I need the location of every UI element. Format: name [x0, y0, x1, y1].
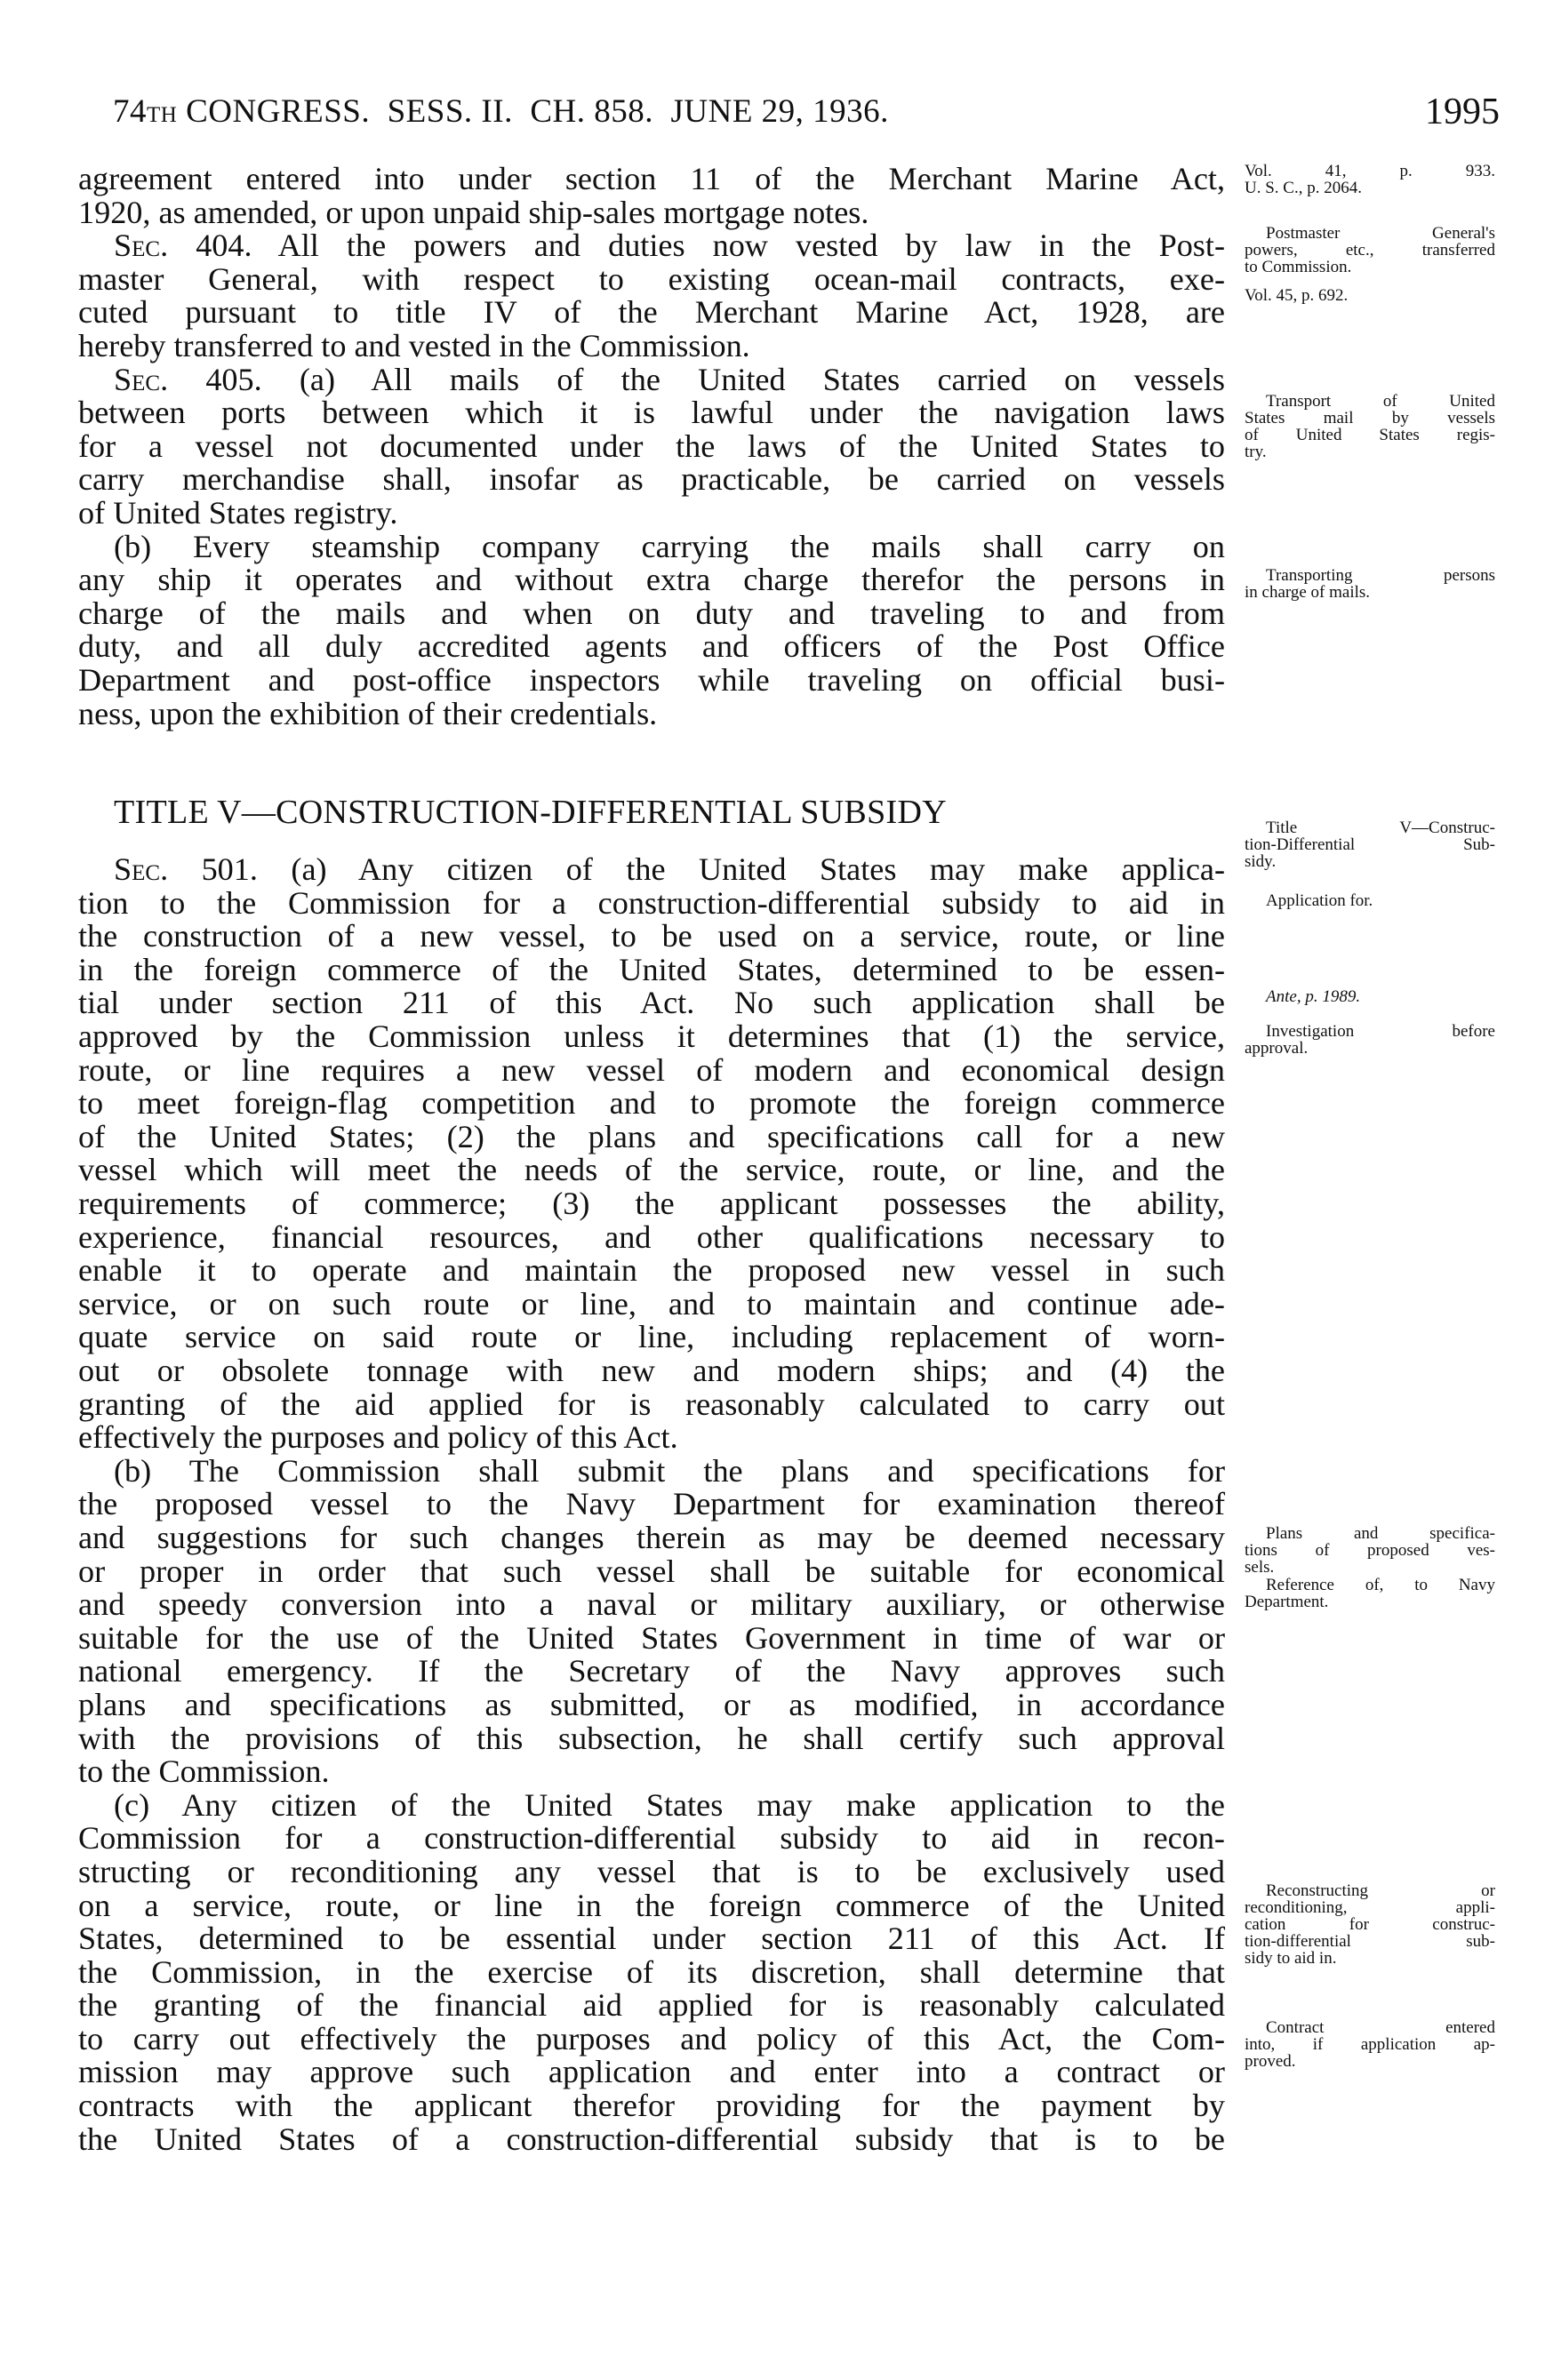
text-line: requirements of commerce; (3) the applicant possesses the ability,	[78, 1186, 1225, 1222]
margin-note-line: Reference of, to Navy	[1266, 1576, 1495, 1594]
text-line: master General, with respect to existing ocean-mail contracts, exe-	[78, 260, 1225, 297]
section-label: Sec. 404.	[114, 228, 252, 264]
text-line: quate service on said route or line, including replacement of worn-	[78, 1319, 1225, 1355]
margin-note-line: tions of proposed ves-	[1245, 1541, 1495, 1560]
margin-note-line: States mail by vessels	[1245, 409, 1495, 427]
section-404-first-line	[78, 229, 1225, 263]
text-line: Department and post-office inspectors while traveling on official busi-	[78, 661, 1225, 698]
margin-note	[1245, 393, 1495, 460]
text-line: duty, and all duly accredited agents and officers of the Post Office	[78, 628, 1225, 665]
section-label: Sec. 501.	[114, 851, 258, 888]
margin-note	[1245, 819, 1495, 870]
text-line: cuted pursuant to title IV of the Merchant Marine Act, 1928, are	[78, 294, 1225, 331]
margin-note-line: Department.	[1245, 1593, 1329, 1611]
congress-ordinal: TH	[147, 103, 178, 127]
margin-note	[1245, 1525, 1495, 1576]
margin-note	[1245, 1577, 1495, 1610]
text-line: with the provisions of this subsection, he shall certify such approval	[78, 1720, 1225, 1756]
text-line: experience, financial resources, and other qualifications necessary to	[78, 1218, 1225, 1255]
margin-note-line: in charge of mails.	[1245, 583, 1371, 602]
text-line: between ports between which it is lawful under the navigation laws	[78, 395, 1225, 431]
margin-note-line: Transporting persons	[1266, 566, 1495, 585]
text-line: 1920, as amended, or upon unpaid ship-sales mortgage notes.	[78, 194, 869, 230]
text-line: mission may approve such application and enter into a contract or	[78, 2054, 1225, 2090]
text-line: vessel which will meet the needs of the service, route, or line, and the	[78, 1152, 1225, 1188]
text-line: (b) The Commission shall submit the plans and specifications for	[114, 1452, 1225, 1489]
margin-note-line: tion-differential sub-	[1245, 1932, 1495, 1951]
margin-note-line: into, if application ap-	[1245, 2035, 1495, 2054]
margin-note-line: Ante, p. 1989.	[1266, 987, 1361, 1006]
main-text-column	[78, 163, 1225, 2156]
text-line: any ship it operates and without extra charge therefor the persons in	[78, 562, 1225, 598]
text-line: approved by the Commission unless it determines that (1) the service,	[78, 1018, 1225, 1055]
margin-note-line: approval.	[1245, 1039, 1309, 1058]
margin-note	[1245, 287, 1495, 304]
margin-note	[1245, 2019, 1495, 2070]
text-line: service, or on such route or line, and to maintain and continue ade-	[78, 1285, 1225, 1322]
text-span: (a) Any citizen of the United States may make applica-	[257, 851, 1225, 888]
text-line: of United States registry.	[78, 494, 398, 531]
page-number: 1995	[1425, 92, 1500, 132]
section-label: Sec. 405.	[114, 361, 262, 397]
margin-note-line: proved.	[1245, 2052, 1296, 2071]
margin-note-line: Vol. 45, p. 692.	[1245, 286, 1349, 305]
text-line: and suggestions for such changes therein as may be deemed necessary	[78, 1519, 1225, 1555]
margin-note-line: tion-Differential Sub-	[1245, 835, 1495, 854]
margin-note-line: Plans and specifica-	[1266, 1524, 1495, 1543]
congress-number: 74	[113, 93, 147, 130]
text-line: to meet foreign-flag competition and to promote the foreign commerce	[78, 1085, 1225, 1122]
text-line: tial under section 211 of this Act. No such application shall be	[78, 985, 1225, 1021]
text-line: effectively the purposes and policy of this Act.	[78, 1419, 678, 1456]
text-line: to carry out effectively the purposes and policy of this Act, the Com-	[78, 2020, 1225, 2057]
text-line: in the foreign commerce of the United States, determined to be essen-	[78, 951, 1225, 987]
margin-note-line: of United States regis-	[1245, 426, 1495, 444]
text-line: (c) Any citizen of the United States may make application to the	[114, 1786, 1225, 1823]
text-line: or proper in order that such vessel shall be suitable for economical	[78, 1553, 1225, 1589]
margin-note-line: powers, etc., transferred	[1245, 241, 1495, 260]
margin-note-line: Transport of United	[1266, 392, 1495, 411]
margin-note-line: try.	[1245, 443, 1267, 461]
text-line: and speedy conversion into a naval or military auxiliary, or otherwise	[78, 1586, 1225, 1623]
text-line: enable it to operate and maintain the proposed new vessel in such	[78, 1252, 1225, 1289]
text-span: (a) All mails of the United States carried on vessels	[261, 361, 1226, 397]
margin-note-line: Contract entered	[1266, 2018, 1495, 2037]
text-line: the Commission, in the exercise of its discretion, shall determine that	[78, 1953, 1225, 1990]
margin-note-line: Application for.	[1266, 891, 1373, 910]
text-line: granting of the aid applied for is reasonably calculated to carry out	[78, 1386, 1225, 1422]
text-span: All the powers and duties now vested by law in the Post-	[252, 228, 1225, 264]
margin-note	[1245, 988, 1495, 1005]
running-head	[113, 92, 889, 131]
text-line: for a vessel not documented under the laws of the United States to	[78, 427, 1225, 464]
text-line: out or obsolete tonnage with new and modern ships; and (4) the	[78, 1353, 1225, 1388]
text-line: the construction of a new vessel, to be used on a service, route, or line	[78, 918, 1225, 954]
text-line: on a service, route, or line in the foreign commerce of the United	[78, 1887, 1225, 1923]
text-line: agreement entered into under section 11 of the Merchant Marine Act,	[78, 161, 1225, 196]
margin-note-line: Title V—Construc-	[1266, 819, 1495, 837]
text-line: the granting of the financial aid applied for is reasonably calculated	[78, 1987, 1225, 2024]
margin-note	[1245, 567, 1495, 601]
text-line: Commission for a construction-differential subsidy to aid in recon-	[78, 1820, 1225, 1857]
text-line: contracts with the applicant therefor providing for the payment by	[78, 2088, 1225, 2124]
margin-note-line: reconditioning, appli-	[1245, 1898, 1495, 1917]
margin-note	[1245, 1882, 1495, 1967]
margin-note-line: Reconstructing or	[1266, 1881, 1495, 1900]
text-line: national emergency. If the Secretary of the Navy approves such	[78, 1653, 1225, 1689]
text-line: to the Commission.	[78, 1753, 330, 1790]
margin-note	[1245, 225, 1495, 276]
text-line: the United States of a construction-differential subsidy that is to be	[78, 2120, 1225, 2157]
margin-note-line: Investigation before	[1266, 1022, 1495, 1041]
running-header	[0, 92, 1553, 137]
text-line: suitable for the use of the United States Government in time of war or	[78, 1619, 1225, 1656]
text-line: the proposed vessel to the Navy Department for examination thereof	[78, 1486, 1225, 1522]
spacer	[78, 832, 1225, 853]
text-line: (b) Every steamship company carrying the mails shall carry on	[114, 528, 1225, 564]
margin-note-line: sidy to aid in.	[1245, 1949, 1337, 1968]
margin-note-line: cation for construc-	[1245, 1915, 1495, 1934]
text-line: structing or reconditioning any vessel that is to be exclusively used	[78, 1853, 1225, 1889]
text-line: States, determined to be essential under section 211 of this Act. If	[78, 1921, 1225, 1957]
text-line: charge of the mails and when on duty and traveling to and from	[78, 595, 1225, 631]
margin-note	[1245, 892, 1495, 909]
margin-note-line: to Commission.	[1245, 258, 1352, 276]
text-line: tion to the Commission for a construction-differential subsidy to aid in	[78, 884, 1225, 921]
margin-note-line: sidy.	[1245, 852, 1277, 871]
section-501-first-line	[78, 853, 1225, 887]
margin-note-line: Postmaster General's	[1266, 224, 1495, 243]
text-line: route, or line requires a new vessel of modern and economical design	[78, 1051, 1225, 1088]
text-line: of the United States; (2) the plans and specifications call for a new	[78, 1118, 1225, 1154]
text-line: hereby transferred to and vested in the Commission.	[78, 327, 750, 363]
text-line: plans and specifications as submitted, or as modified, in accordance	[78, 1686, 1225, 1722]
margin-note	[1245, 1023, 1495, 1057]
section-405-first-line	[78, 363, 1225, 397]
text-line: ness, upon the exhibition of their credentials.	[78, 695, 658, 731]
margin-note-line: U. S. C., p. 2064.	[1245, 179, 1362, 197]
margin-note-line: Vol. 41, p. 933.	[1245, 162, 1495, 180]
session-chapter-date: CONGRESS. SESS. II. CH. 858. JUNE 29, 1936.	[177, 93, 889, 130]
title-heading: TITLE V—CONSTRUCTION-DIFFERENTIAL SUBSIDY	[114, 794, 947, 832]
text-line: carry merchandise shall, insofar as practicable, be carried on vessels	[78, 461, 1225, 498]
spacer	[78, 731, 1225, 793]
margin-note	[1245, 163, 1495, 196]
margin-note-line: sels.	[1245, 1558, 1275, 1577]
